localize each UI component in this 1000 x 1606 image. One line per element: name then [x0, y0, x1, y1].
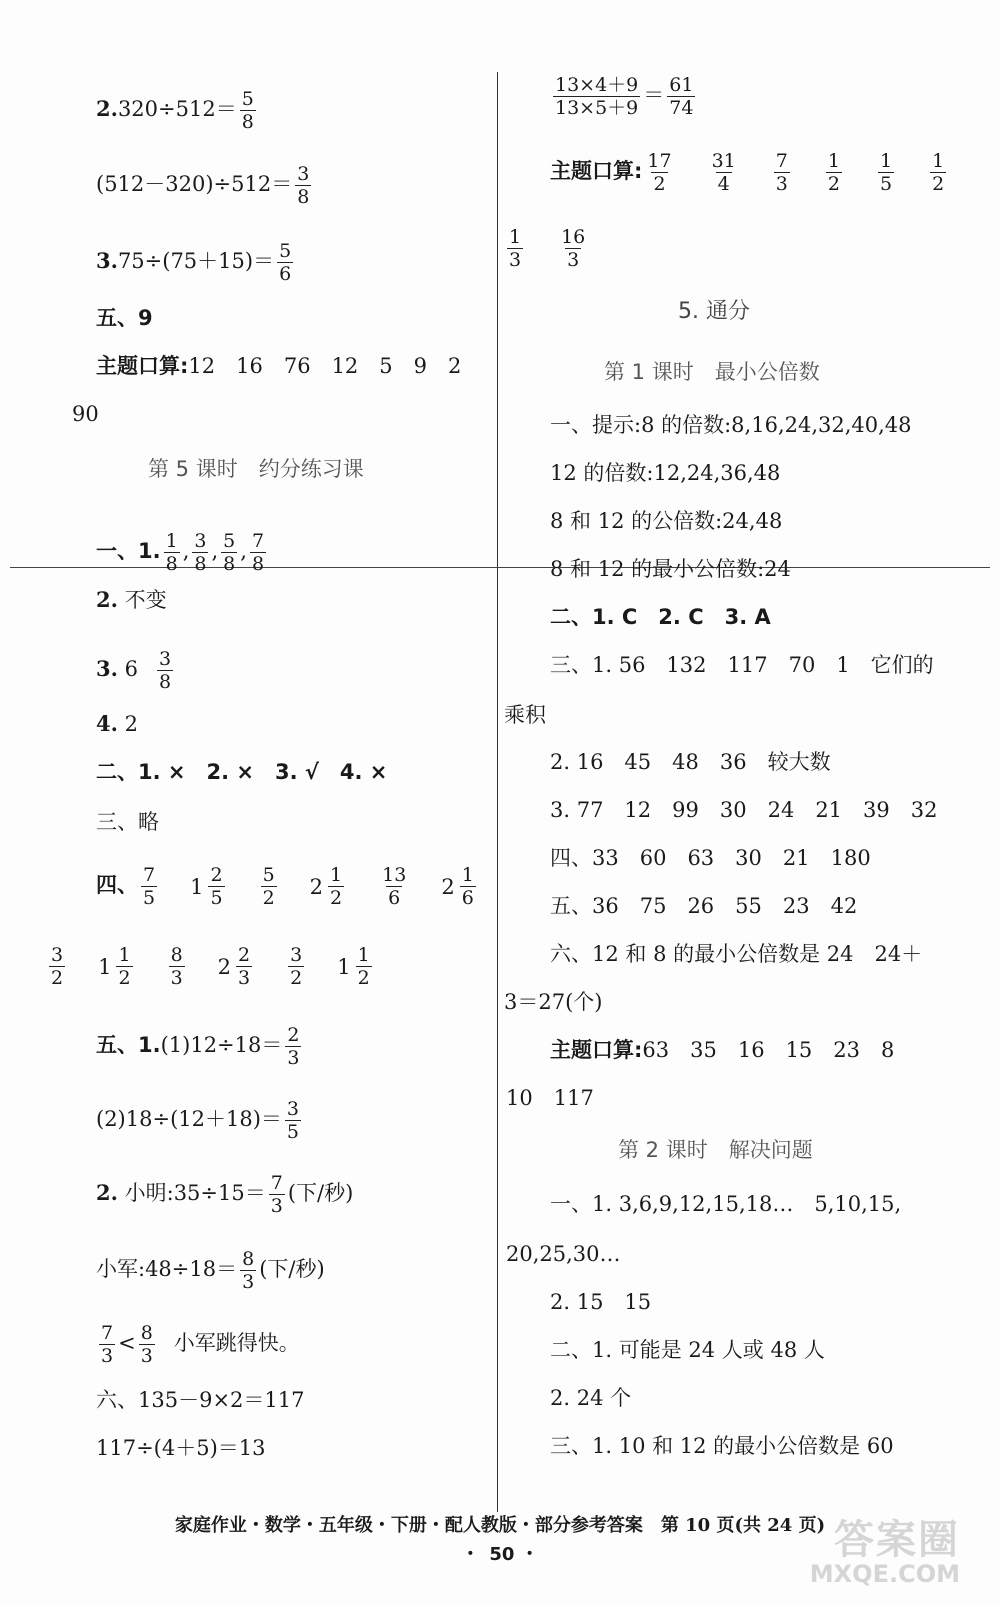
- right-line-9: 三、1. 56 132 117 70 1 它们的: [550, 653, 934, 677]
- left-line-1: 2.320÷512＝ $\frac{5}{8}$: [96, 88, 254, 133]
- right-line-16: 3＝27(个): [504, 990, 603, 1014]
- left-line-10: 4. 2: [96, 711, 138, 736]
- right-line-2: 主题口算: $\frac{17}{2}$ $\frac{31}{4}$ $\frac{7}{3}$ $\frac{1}{2}$ $\frac{1}{5}$ $\frac{1}{2}$: [550, 150, 945, 195]
- left-line-17: 2. 小明:35÷15＝ $\frac{7}{3}$ (下/秒): [96, 1172, 354, 1217]
- footer-title: 家庭作业・数学・五年级・下册・配人教版・部分参考答案 第 10 页(共 24 页): [174, 1515, 826, 1536]
- left-line-2: (512－320)÷512＝ $\frac{3}{8}$: [96, 163, 310, 208]
- left-line-3: 3.75÷(75＋15)＝ $\frac{5}{6}$: [96, 240, 292, 285]
- right-line-15: 六、12 和 8 的最小公倍数是 24 24＋: [550, 942, 923, 966]
- right-line-3: $\frac{1}{3}$ $\frac{16}{3}$: [509, 226, 586, 271]
- left-line-21: 117÷(4＋5)＝13: [96, 1436, 266, 1460]
- left-line-7: 一、1. $\frac{1}{8}$ , $\frac{3}{8}$ , $\frac{5}{8}$ , $\frac{7}{8}$: [96, 530, 265, 575]
- right-line-7: 8 和 12 的最小公倍数:24: [550, 557, 791, 581]
- right-line-21: 2. 15 15: [550, 1290, 652, 1314]
- right-line-5: 12 的倍数:12,24,36,48: [550, 461, 781, 485]
- right-line-19: 一、1. 3,6,9,12,15,18… 5,10,15,: [550, 1192, 902, 1216]
- fraction: $\frac{5}{6}$: [279, 240, 292, 285]
- left-line-5: 主题口算:12 16 76 12 5 9 2: [96, 354, 462, 378]
- section-heading-5: 5. 通分: [678, 299, 750, 324]
- right-line-17: 主题口算:63 35 16 15 23 8: [550, 1038, 895, 1062]
- left-line-15: 五、1.(1)12÷18＝ $\frac{2}{3}$: [96, 1024, 300, 1069]
- watermark-url: MXQE.COM: [809, 1560, 960, 1588]
- left-line-18: 小军:48÷18＝ $\frac{8}{3}$ (下/秒): [96, 1248, 325, 1293]
- left-line-16: (2)18÷(12＋18)＝ $\frac{3}{5}$: [96, 1098, 299, 1143]
- left-line-11: 二、1. × 2. × 3. √ 4. ×: [96, 760, 388, 784]
- left-line-6: 90: [72, 402, 99, 426]
- column-divider: [497, 72, 498, 1512]
- left-line-19: $\frac{7}{3}$ < $\frac{8}{3}$ 小军跳得快。: [101, 1322, 300, 1367]
- right-line-6: 8 和 12 的公倍数:24,48: [550, 509, 783, 533]
- right-line-1: $\frac{13\times 4+9}{13\times 5+9}$ ＝ $\frac{61}{74}$: [555, 74, 694, 119]
- section-heading-lesson2: 第 2 课时 解决问题: [618, 1138, 813, 1162]
- left-line-12: 三、略: [96, 810, 159, 834]
- right-line-22: 二、1. 可能是 24 人或 48 人: [550, 1338, 825, 1362]
- right-line-8: 二、1. C 2. C 3. A: [550, 605, 771, 629]
- right-line-10: 乘积: [504, 703, 546, 727]
- left-line-20: 六、135－9×2＝117: [96, 1388, 305, 1412]
- left-line-9: 3. 6 $\frac{3}{8}$: [96, 648, 172, 693]
- section-heading-lesson5: 第 5 课时 约分练习课: [148, 457, 364, 481]
- watermark-logo: 答案圈: [834, 1517, 960, 1563]
- left-line-13: 四、 $\frac{7}{5}$ 1 $\frac{2}{5}$ $\frac{5}{2}$ 2 $\frac{1}{2}$ $\frac{13}{6}$ 2 $\frac{1}{6}$: [96, 864, 474, 909]
- fraction: $\frac{5}{8}$: [241, 88, 254, 133]
- right-line-12: 3. 77 12 99 30 24 21 39 32: [550, 798, 938, 822]
- left-line-8: 2. 不变: [96, 587, 167, 612]
- page-number: ・ 50 ・: [461, 1544, 539, 1565]
- section-heading-lesson1: 第 1 课时 最小公倍数: [604, 360, 820, 384]
- fraction: $\frac{3}{8}$: [297, 163, 310, 208]
- right-line-24: 三、1. 10 和 12 的最小公倍数是 60: [550, 1434, 894, 1458]
- right-line-18: 10 117: [506, 1086, 594, 1110]
- right-line-20: 20,25,30…: [506, 1242, 621, 1266]
- right-line-11: 2. 16 45 48 36 较大数: [550, 750, 831, 774]
- right-line-13: 四、33 60 63 30 21 180: [550, 846, 871, 870]
- left-line-14: $\frac{3}{2}$ 1 $\frac{1}{2}$ $\frac{8}{3}$ 2 $\frac{2}{3}$ $\frac{3}{2}$ 1 $\frac{1}{2}$: [51, 944, 370, 989]
- right-line-23: 2. 24 个: [550, 1386, 632, 1410]
- left-line-4: 五、9: [96, 306, 153, 330]
- right-line-4: 一、提示:8 的倍数:8,16,24,32,40,48: [550, 413, 912, 437]
- right-line-14: 五、36 75 26 55 23 42: [550, 894, 858, 918]
